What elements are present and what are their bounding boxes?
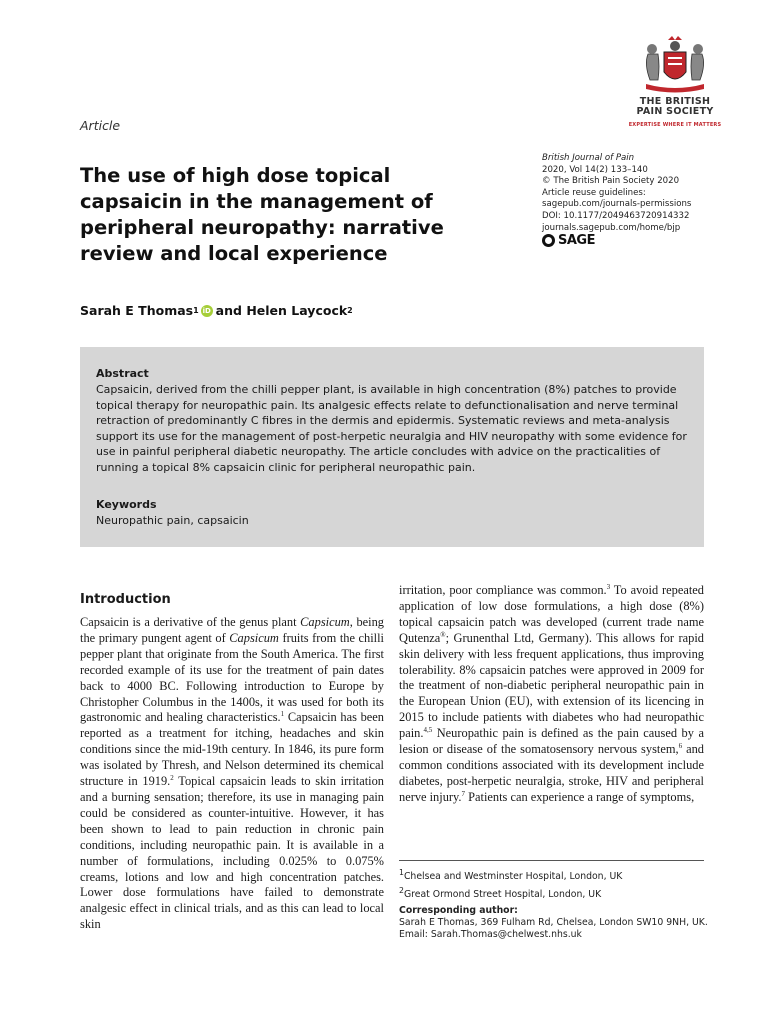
affiliation-2-number: 2 [399, 886, 404, 896]
author-line [80, 303, 353, 318]
affiliation-1 [399, 866, 622, 884]
doi[interactable]: DOI: 10.1177/2049463720914332 [542, 210, 690, 221]
author-1: Sarah E Thomas [80, 303, 194, 318]
affiliations [399, 866, 622, 902]
corresponding-author-heading: Corresponding author: [399, 905, 518, 916]
footnote-divider [399, 860, 704, 861]
logo-line-2: PAIN SOCIETY [636, 106, 714, 117]
citation-ref[interactable]: 2 [170, 773, 174, 782]
sage-wordmark: SAGE [558, 233, 595, 248]
introduction-heading: Introduction [80, 592, 171, 607]
permissions-link[interactable]: sagepub.com/journals-permissions [542, 199, 692, 210]
body-text: Capsaicin is a derivative of the genus plant [80, 615, 301, 629]
body-text: ; Grunenthal Ltd, Germany). This allows for rapid skin delivery with less frequent applications, thus improving tolerability. 8% capsaicin patches were approved in 2009 for the treatment of non-diabetic peripheral neuropathic pain in the European Union (EU), with extension of its licencing in 2015 to include patients with diabetes who had neuropathic pain. [399, 630, 704, 741]
article-title: The use of high dose topical capsaicin in the management of peripheral neuropathy: narrative review and local experience [80, 164, 444, 265]
orcid-icon[interactable]: iD [202, 306, 211, 315]
body-column-left [80, 615, 384, 933]
british-pain-society-logo [618, 34, 732, 134]
registered-mark: ® [440, 630, 446, 639]
logo-wordmark [618, 97, 732, 117]
citation-ref[interactable]: 1 [280, 710, 285, 719]
corresponding-author-email[interactable]: Email: Sarah.Thomas@chelwest.nhs.uk [399, 929, 582, 940]
abstract-heading: Abstract [96, 367, 149, 380]
journal-name: British Journal of Pain [542, 153, 635, 163]
citation-ref[interactable]: 6 [678, 741, 683, 750]
affiliation-1-number: 1 [399, 868, 404, 877]
body-text: fruits from the chilli pepper plant that originate from the South America. The first recorded example of its use for the treatment of pain dates back to 4000 BC. Following introduction to Europe by Christopher Columbus in the 1400s, it was used for both its gastronomic and healing characteristics. [80, 630, 385, 725]
abstract-text: Capsaicin, derived from the chilli pepper plant, is available in high concentration (8%) patches to provide topical therapy for neuropathic pain. Its analgesic effects relate to defunctionalisation and nerve terminal retraction of predominantly C fibres in the dermis and epidermis. Systematic reviews and meta-analysis support its use for the management of post-herpetic neuralgia and HIV neuropathy with some evidence for use in painful peripheral diabetic neuropathy. The article concludes with advice on the practicalities of running a topical 8% capsaicin clinic for peripheral neuropathic pain. [96, 383, 687, 474]
keywords-text: Neuropathic pain, capsaicin [96, 514, 249, 527]
crest-icon [618, 34, 732, 96]
body-text: Patients can experience a range of symptoms, [465, 789, 695, 804]
corresponding-author [399, 905, 708, 941]
author-2: Helen Laycock [246, 303, 348, 318]
citation-ref[interactable]: 3 [606, 582, 611, 591]
article-type-label: Article [80, 118, 121, 133]
body-text: Capsaicin has been reported as a treatment for itching, headaches and skin conditions since the mid-19th century. In 1846, its pure form was isolated by Thresh, and Nelson determined its chemical structure in 1919. [80, 710, 384, 789]
corresponding-author-address: Sarah E Thomas, 369 Fulham Rd, Chelsea, London SW10 9NH, UK. [399, 917, 708, 928]
logo-tagline: EXPERTISE WHERE IT MATTERS [628, 122, 722, 128]
author-1-affiliation: 1 [193, 306, 199, 315]
body-text: To avoid repeated application of low dose formulations, a high dose (8%) topical capsaicin patch was developed (current trade name Qutenza [399, 583, 704, 645]
affiliation-1-text: Chelsea and Westminster Hospital, London, UK [403, 871, 623, 883]
author-2-affiliation: 2 [347, 306, 353, 315]
author-conjunction: and [215, 303, 242, 318]
genus-name: Capsicum [229, 630, 279, 645]
body-text: Neuropathic pain is defined as the pain caused by a lesion or disease of the somatosensory nervous system, [399, 726, 704, 757]
keywords-heading: Keywords [96, 498, 157, 511]
body-column-right [399, 583, 704, 806]
sage-icon [542, 234, 555, 247]
journal-homepage-link[interactable]: journals.sagepub.com/home/bjp [542, 222, 681, 233]
journal-volume: 2020, Vol 14(2) 133–140 [542, 164, 648, 175]
citation-ref[interactable]: 4,5 [423, 726, 433, 735]
body-text: Topical capsaicin leads to skin irritation and a burning sensation; therefore, its use in managing pain could be considered as counter-intuitive. However, it has been shown to lead to pain reduction in chronic pain conditions, including neuropathic pain. It is available in a number of formulations, including 0.025% to 0.075% creams, lotions and low and high concentration patches. Lower dose formulations have failed to demonstrate analgesic effect in clinical trials, and as this can lead to local skin [80, 774, 385, 932]
citation-ref[interactable]: 7 [461, 789, 466, 798]
body-text: , being the primary pungent agent of [80, 615, 384, 645]
affiliation-2-text: Great Ormond Street Hospital, London, UK [403, 889, 602, 901]
abstract-box [80, 347, 704, 547]
affiliation-2 [399, 884, 622, 902]
body-text: and common conditions associated with its development include diabetes, post-herpetic neuralgia, stroke, HIV and peripheral nerve injury. [399, 742, 704, 804]
journal-copyright: © The British Pain Society 2020 [542, 176, 680, 187]
body-text: irritation, poor compliance was common. [399, 583, 607, 597]
reuse-guidelines: Article reuse guidelines: [542, 187, 646, 198]
logo-line-1: THE BRITISH [639, 96, 711, 107]
journal-metadata [542, 153, 742, 234]
sage-logo [542, 233, 595, 248]
genus-name: Capsicum [300, 615, 350, 629]
